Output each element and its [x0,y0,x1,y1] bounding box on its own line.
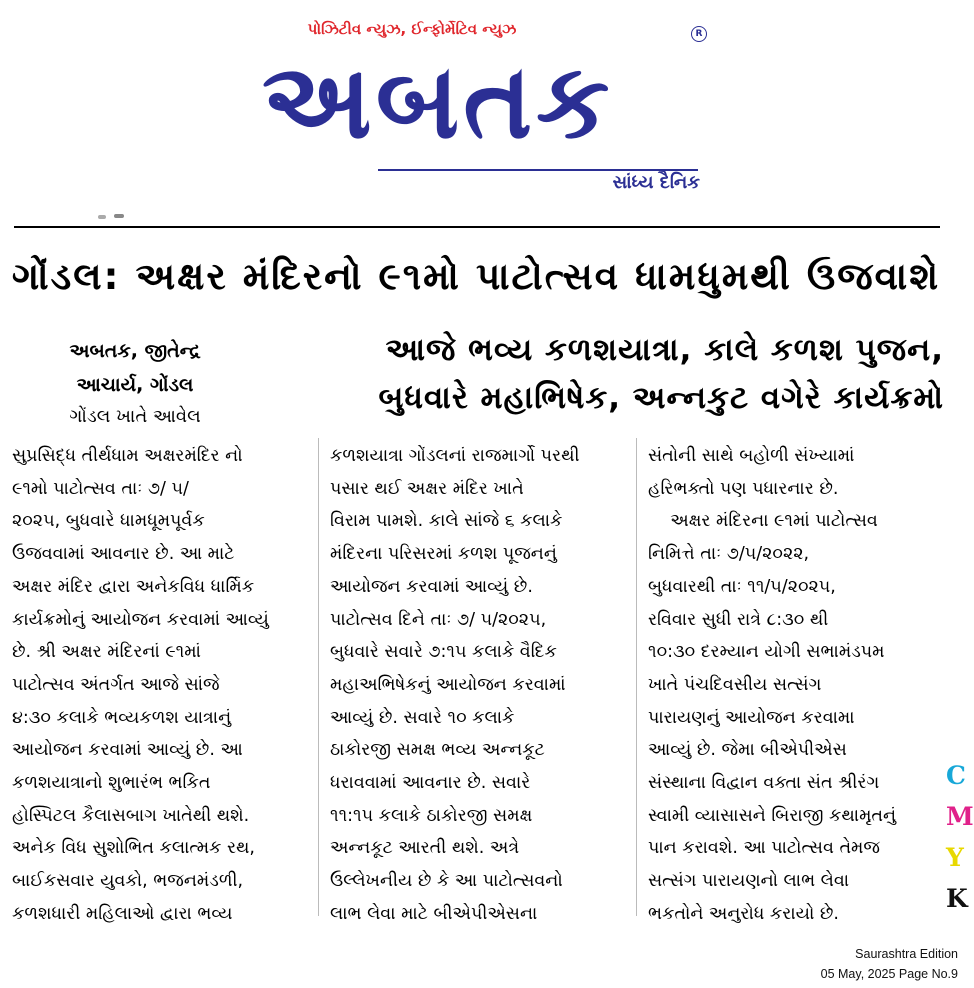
article-text-line: વિરામ પામશે. કાલે સાંજે ૬ કલાકે [330,511,563,532]
masthead-tagline: પોઝિટીવ ન્યુઝ, ઈન્ફોર્મેટિવ ન્યુઝ [307,20,517,38]
article-text-line: કળશયાત્રાનો શુભારંભ ભકિત [12,773,211,794]
article-text-line: ઉજવવામાં આવનાર છે. આ માટે [12,544,235,565]
article-column-3 [648,440,940,931]
print-mark-y: Y [946,843,964,872]
cmyk-registration-marks [946,755,974,919]
article-text-line: ૧૦:૩૦ દરમ્યાન યોગી સભામંડપમ [648,642,885,663]
article-text-line: બુધવારથી તાઃ ૧૧/૫/૨૦૨૫, [648,576,836,597]
article-text-line: ૧૧:૧૫ કલાકે ઠાકોરજી સમક્ષ [330,805,533,826]
lead-line: ગોંડલ ખાતે આવેલ [69,406,201,427]
subheadline-line: આજે ભવ્ય કળશયાત્રા, કાલે કળશ પુજન, [385,332,944,368]
article-text-line: પારાયણનું આયોજન કરવામા [648,707,855,728]
article-column-1 [12,440,304,931]
article-text-line: હોસ્પિટલ કૈલાસબાગ ખાતેથી થશે. [12,805,250,826]
scan-mark [98,215,106,219]
article-text-line: ઠાકોરજી સમક્ષ ભવ્ય અન્નકૂટ [330,740,545,761]
subheadline-line: બુધવારે મહાભિષેક, અન્નકુટ વગેરે કાર્યક્રમો [378,380,944,416]
article-text-line: આવ્યું છે. સવારે ૧૦ કલાકે [330,707,515,728]
print-mark-m: M [946,802,974,831]
column-divider [318,438,319,916]
article-text-line: બુધવારે સવારે ૭:૧૫ કલાકે વૈદિક [330,642,557,663]
masthead-logo: અબતક [262,40,614,162]
article-text-line: પસાર થઈ અક્ષર મંદિર ખાતે [330,478,524,499]
article-text-line: લાભ લેવા માટે બીએપીએસના [330,903,538,924]
print-mark-c: C [946,761,966,790]
article-text-line: અનેક વિધ સુશોભિત કલાત્મક રથ, [12,838,255,859]
article-text-line: ભકતોને અનુરોધ કરાયો છે. [648,903,839,924]
article-text-line: સંતોની સાથે બહોળી સંખ્યામાં [648,446,855,466]
article-text-line: આયોજન કરવામાં આવ્યું છે. આ [12,740,243,761]
masthead-underline [378,169,698,171]
article-text-line: કળશયાત્રા ગોંડલનાં રાજમાર્ગો પરથી [330,446,580,466]
article-headline: ગોંડલ: અક્ષર મંદિરનો ૯૧મો પાટોત્સવ ધામધુમથી ઉજવાશે [11,254,941,298]
article-text-line: પાટોત્સવ અંતર્ગત આજે સાંજે [12,674,220,695]
article-text-line: સત્સંગ પારાયણનો લાભ લેવા [648,871,850,892]
article-text-line: ૨૦૨૫, બુધવારે ધામધૂમપૂર્વક [12,511,205,532]
article-subheadline [254,326,944,422]
article-text-line: મહાઅભિષેકનું આયોજન કરવામાં [330,674,566,695]
article-text-line: ધરાવવામાં આવનાર છે. સવારે [330,773,531,794]
scan-mark [114,214,124,218]
print-mark-k: K [946,884,968,913]
article-text-line: પાટોત્સવ દિને તાઃ ૭/ ૫/૨૦૨૫, [330,609,547,630]
article-text-line: સંસ્થાના વિદ્વાન વક્તા સંત શ્રીરંગ [648,773,880,794]
article-text-line: કળશધારી મહિલાઓ દ્વારા ભવ્ય [12,903,233,924]
edition-info [698,944,958,984]
article-byline [20,334,250,432]
article-column-2 [330,440,622,931]
registered-mark-icon: R [691,26,707,42]
article-text-line: હરિભક્તો પણ પધારનાર છે. [648,478,839,499]
article-text-line: છે. શ્રી અક્ષર મંદિરનાં ૯૧માં [12,642,201,663]
column-divider [636,438,637,916]
article-text-line: મંદિરના પરિસરમાં કળશ પૂજનનું [330,544,557,565]
article-text-line: બાઈકસવાર યુવકો, ભજનમંડળી, [12,871,244,892]
article-text-line: સ્વામી વ્યાસાસને બિરાજી કથામૃતનું [648,805,897,826]
article-text-line: ખાતે પંચદિવસીય સત્સંગ [648,674,822,695]
article-text-line: અક્ષર મંદિરના ૯૧માં પાટોત્સવ [648,511,878,532]
article-text-line: સુપ્રસિદ્ધ તીર્થધામ અક્ષરમંદિર નો [12,446,243,466]
article-text-line: ઉલ્લેખનીય છે કે આ પાટોત્સવનો [330,871,563,892]
article-text-line: ૪:૩૦ કલાકે ભવ્યકળશ યાત્રાનું [12,707,232,728]
article-text-line: આવ્યું છે. જેમા બીએપીએસ [648,740,847,761]
article-text-line: નિમિત્તે તાઃ ૭/૫/૨૦૨૨, [648,544,810,565]
section-divider [14,226,940,228]
article-text-line: અન્નકૂટ આરતી થશે. અત્રે [330,838,520,859]
byline-line: અબતક, જીતેન્દ્ર [69,340,201,362]
article-text-line: ૯૧મો પાટોત્સવ તાઃ ૭/ ૫/ [12,478,189,499]
byline-line: આચાર્ય, ગોંડલ [76,374,194,396]
masthead-subtitle: સાંધ્ય દૈનિક [612,172,700,193]
edition-date-page: 05 May, 2025 Page No.9 [820,967,958,981]
edition-name: Saurashtra Edition [855,947,958,961]
article-text-line: કાર્યક્રમોનું આયોજન કરવામાં આવ્યું [12,609,269,630]
article-text-line: આયોજન કરવામાં આવ્યું છે. [330,576,533,597]
article-text-line: અક્ષર મંદિર દ્વારા અનેકવિધ ધાર્મિક [12,576,255,597]
article-text-line: પાન કરાવશે. આ પાટોત્સવ તેમજ [648,838,880,859]
article-text-line: રવિવાર સુધી રાત્રે ૮:૩૦ થી [648,609,829,630]
